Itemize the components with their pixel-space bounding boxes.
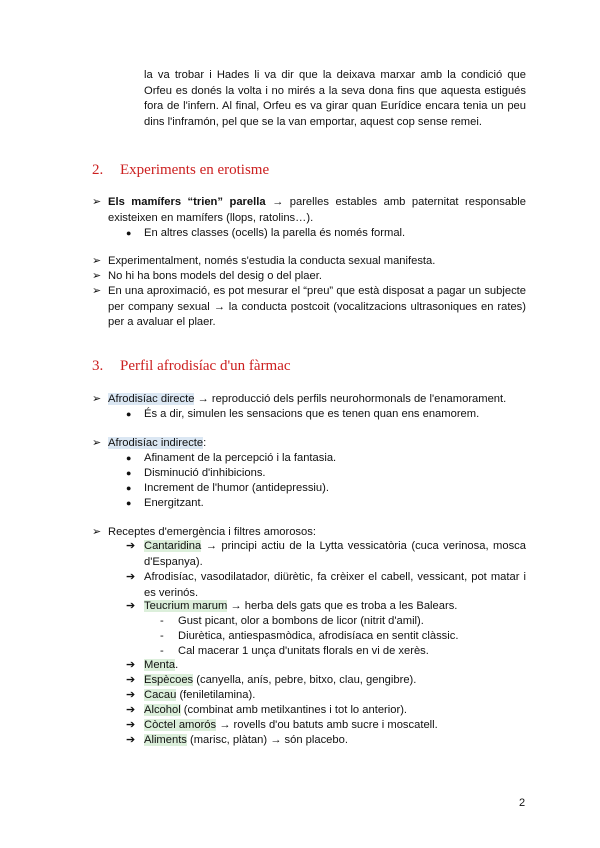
- list-item: [126, 599, 526, 615]
- arrow-bullet-icon: ➢: [92, 393, 102, 405]
- item-text: → reproducció dels perfils neurohormonals de l'enamorament.: [194, 393, 507, 405]
- list-item: [126, 451, 526, 467]
- list-item: [126, 703, 526, 719]
- item-text: No hi ha bons models del desig o del plaer.: [108, 270, 322, 282]
- list-item: [126, 481, 526, 497]
- item-text: Cal macerar 1 unça d'unitats florals en vi de xerès.: [178, 645, 429, 657]
- dot-bullet-icon: ●: [126, 483, 132, 493]
- highlight-term: Aliments: [144, 734, 187, 746]
- section-2-number: 2.: [92, 162, 104, 178]
- section-2-heading: [92, 162, 269, 179]
- item-text: Gust picant, olor a bombons de licor (nitrit d'amil).: [178, 615, 424, 627]
- item-text: Afinament de la percepció i la fantasia.: [144, 452, 337, 464]
- arrow-bullet-icon: ➢: [92, 255, 102, 267]
- item-text: Afrodisíac, vasodilatador, diürètic, fa crèixer el cabell, vessicant, pot matar i es verinós.: [144, 571, 526, 599]
- list-item: [126, 466, 526, 482]
- list-item: [126, 407, 526, 423]
- item-bold-label: Els mamífers “trien” parella: [108, 196, 266, 208]
- item-text: .: [175, 659, 179, 671]
- section-2-title: Experiments en erotisme: [120, 162, 270, 178]
- list-item: [92, 436, 526, 452]
- intro-paragraph: la va trobar i Hades li va dir que la deixava marxar amb la condició que Orfeu es donés la volta i no mirés a la seva dona fins que aquesta estigués fora de l'infern. Al final, Orfeu es va girar quan Eurídice encara tenia un peu dins l'inframón, pel que se la van emportar, aquest cop sense remei.: [144, 69, 526, 128]
- arrow-bullet-icon: ➢: [92, 285, 102, 297]
- arrow-bullet-icon: ➢: [92, 196, 102, 208]
- arrow-bullet-icon: ➢: [92, 526, 102, 538]
- item-text: Disminució d'inhibicions.: [144, 467, 266, 479]
- section-3-title: Perfil afrodisíac d'un fàrmac: [120, 358, 291, 374]
- item-text: Receptes d'emergència i filtres amorosos:: [108, 526, 316, 538]
- dot-bullet-icon: ●: [126, 228, 132, 238]
- right-arrow-icon: ➔: [126, 719, 136, 731]
- right-arrow-icon: ➔: [126, 540, 136, 552]
- highlight-term: Alcohol: [144, 704, 181, 716]
- highlight-term: Espècoes: [144, 674, 194, 686]
- item-text: Experimentalment, només s'estudia la conducta sexual manifesta.: [108, 255, 436, 267]
- item-text: En altres classes (ocells) la parella és només formal.: [144, 227, 406, 239]
- list-item: [126, 226, 526, 242]
- highlight-term: Cacau: [144, 689, 177, 701]
- list-item: [92, 284, 526, 331]
- item-text: Increment de l'humor (antidepressiu).: [144, 482, 329, 494]
- dash-bullet-icon: -: [160, 615, 164, 627]
- list-item: [126, 570, 526, 601]
- highlight-term: Cantaridina: [144, 540, 202, 552]
- list-item: [126, 496, 526, 512]
- item-text: (canyella, anís, pebre, bitxo, clau, gengibre).: [193, 674, 417, 686]
- list-item: [126, 688, 526, 704]
- list-item: [92, 269, 526, 285]
- page-number: 2: [519, 797, 526, 809]
- section-3-heading: [92, 358, 291, 375]
- list-item: [126, 733, 526, 749]
- dot-bullet-icon: ●: [126, 453, 132, 463]
- list-item: [126, 673, 526, 689]
- dash-bullet-icon: -: [160, 630, 164, 642]
- arrow-bullet-icon: ➢: [92, 270, 102, 282]
- highlight-term: Afrodisíac directe: [108, 393, 195, 405]
- item-text: → parelles estables amb paternitat responsable existeixen en mamífers (llops, ratolins…).: [108, 196, 526, 224]
- right-arrow-icon: ➔: [126, 571, 136, 583]
- right-arrow-icon: ➔: [126, 689, 136, 701]
- item-text: :: [203, 437, 207, 449]
- item-text: En una aproximació, es pot mesurar el “preu” que està disposat a pagar un subjecte per company sexual → la conducta postcoit (vocalitzacions ultrasoniques en rates) per a avaluar el plaer.: [108, 285, 526, 328]
- dot-bullet-icon: ●: [126, 409, 132, 419]
- list-item: [160, 614, 526, 630]
- highlight-term: Menta: [144, 659, 176, 671]
- right-arrow-icon: ➔: [126, 600, 136, 612]
- highlight-term: Afrodisíac indirecte: [108, 437, 204, 449]
- item-text: → principi actiu de la Lytta vessicatòria (cuca verinosa, mosca d'Espanya).: [144, 540, 526, 568]
- right-arrow-icon: ➔: [126, 734, 136, 746]
- item-text: Energitzant.: [144, 497, 204, 509]
- right-arrow-icon: ➔: [126, 659, 136, 671]
- dash-bullet-icon: -: [160, 645, 164, 657]
- list-item: [160, 629, 526, 645]
- highlight-term: Teucrium marum: [144, 600, 228, 612]
- list-item: [126, 539, 526, 570]
- item-text: (combinat amb metilxantines i tot lo anterior).: [180, 704, 408, 716]
- item-text: (marisc, plàtan) → són placebo.: [186, 734, 348, 746]
- dot-bullet-icon: ●: [126, 498, 132, 508]
- list-item: [92, 254, 526, 270]
- item-text: → herba dels gats que es troba a les Balears.: [227, 600, 458, 612]
- list-item: [126, 718, 526, 734]
- item-text: → rovells d'ou batuts amb sucre i moscatell.: [216, 719, 438, 731]
- list-item: [92, 392, 526, 408]
- section-3-number: 3.: [92, 358, 104, 374]
- item-text: Diurètica, antiespasmòdica, afrodisíaca en sentit clàssic.: [178, 630, 459, 642]
- list-item: [126, 658, 526, 674]
- right-arrow-icon: ➔: [126, 674, 136, 686]
- list-item: [92, 195, 526, 226]
- right-arrow-icon: ➔: [126, 704, 136, 716]
- highlight-term: Còctel amorós: [144, 719, 217, 731]
- arrow-bullet-icon: ➢: [92, 437, 102, 449]
- item-text: És a dir, simulen les sensacions que es tenen quan ens enamorem.: [144, 408, 480, 420]
- item-text: (feniletilamina).: [176, 689, 256, 701]
- dot-bullet-icon: ●: [126, 468, 132, 478]
